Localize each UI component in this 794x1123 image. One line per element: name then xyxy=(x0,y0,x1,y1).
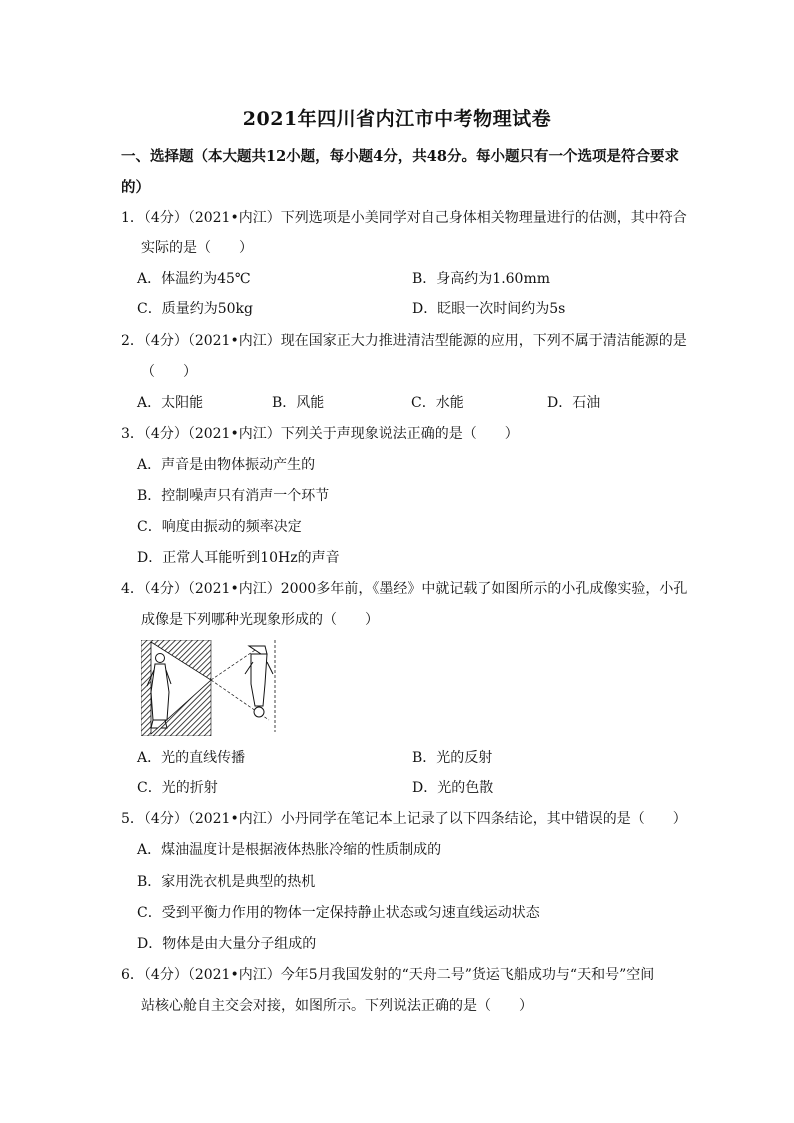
pinhole-camera-figure xyxy=(141,640,283,736)
question-1-option-d[interactable]: D．眨眼一次时间约为5s xyxy=(412,301,566,317)
question-4-option-a[interactable]: A．光的直线传播 xyxy=(137,750,246,766)
question-2-option-a[interactable]: A．太阳能 xyxy=(137,395,204,411)
question-1-option-b[interactable]: B．身高约为1.60mm xyxy=(412,271,551,287)
question-3-option-d[interactable]: D．正常人耳能听到10Hz的声音 xyxy=(137,550,340,566)
question-3-text: 3．（4分）（2021•内江）下列关于声现象说法正确的是（ ） xyxy=(121,426,519,442)
question-5-option-a[interactable]: A．煤油温度计是根据液体热胀冷缩的性质制成的 xyxy=(137,842,442,858)
question-3-option-c[interactable]: C．响度由振动的频率决定 xyxy=(137,519,302,535)
question-6-text-cont: 站核心舱自主交会对接，如图所示。下列说法正确的是（ ） xyxy=(141,998,533,1014)
question-4-option-c[interactable]: C．光的折射 xyxy=(137,780,218,796)
question-1-option-c[interactable]: C．质量约为50kg xyxy=(137,301,253,317)
question-4-option-b[interactable]: B．光的反射 xyxy=(412,750,493,766)
question-1-text-cont: 实际的是（ ） xyxy=(141,240,253,256)
question-3-option-b[interactable]: B．控制噪声只有消声一个环节 xyxy=(137,488,330,504)
section-heading-line1: 一、选择题（本大题共12小题，每小题4分，共48分。每小题只有一个选项是符合要求 xyxy=(121,148,679,165)
question-2-option-c[interactable]: C．水能 xyxy=(411,395,464,411)
question-5-option-c[interactable]: C．受到平衡力作用的物体一定保持静止状态或匀速直线运动状态 xyxy=(137,905,540,921)
question-2-text-cont: （ ） xyxy=(141,364,197,380)
page-title: 2021年四川省内江市中考物理试卷 xyxy=(242,108,552,130)
question-2-option-d[interactable]: D．石油 xyxy=(547,395,601,411)
question-2-option-b[interactable]: B．风能 xyxy=(272,395,325,411)
question-5-text: 5．（4分）（2021•内江）小丹同学在笔记本上记录了以下四条结论，其中错误的是（ ） xyxy=(121,811,687,827)
question-3-option-a[interactable]: A．声音是由物体振动产生的 xyxy=(137,457,316,473)
section-heading-line2: 的） xyxy=(121,179,150,196)
question-1-option-a[interactable]: A．体温约为45℃ xyxy=(137,271,251,287)
question-4-text: 4．（4分）（2021•内江）2000多年前，《墨经》中就记载了如图所示的小孔成像实验，小孔 xyxy=(121,581,688,597)
question-5-option-b[interactable]: B．家用洗衣机是典型的热机 xyxy=(137,874,316,890)
question-6-text: 6．（4分）（2021•内江）今年5月我国发射的“天舟二号”货运飞船成功与“天和号”空间 xyxy=(121,967,655,983)
question-1-text: 1．（4分）（2021•内江）下列选项是小美同学对自己身体相关物理量进行的估测，其中符合 xyxy=(121,210,687,226)
question-5-option-d[interactable]: D．物体是由大量分子组成的 xyxy=(137,936,317,952)
question-4-text-cont: 成像是下列哪种光现象形成的（ ） xyxy=(141,612,379,628)
question-2-text: 2．（4分）（2021•内江）现在国家正大力推进清洁型能源的应用，下列不属于清洁能源的是 xyxy=(121,333,687,349)
section-heading xyxy=(121,141,681,203)
question-4-option-d[interactable]: D．光的色散 xyxy=(412,780,494,796)
